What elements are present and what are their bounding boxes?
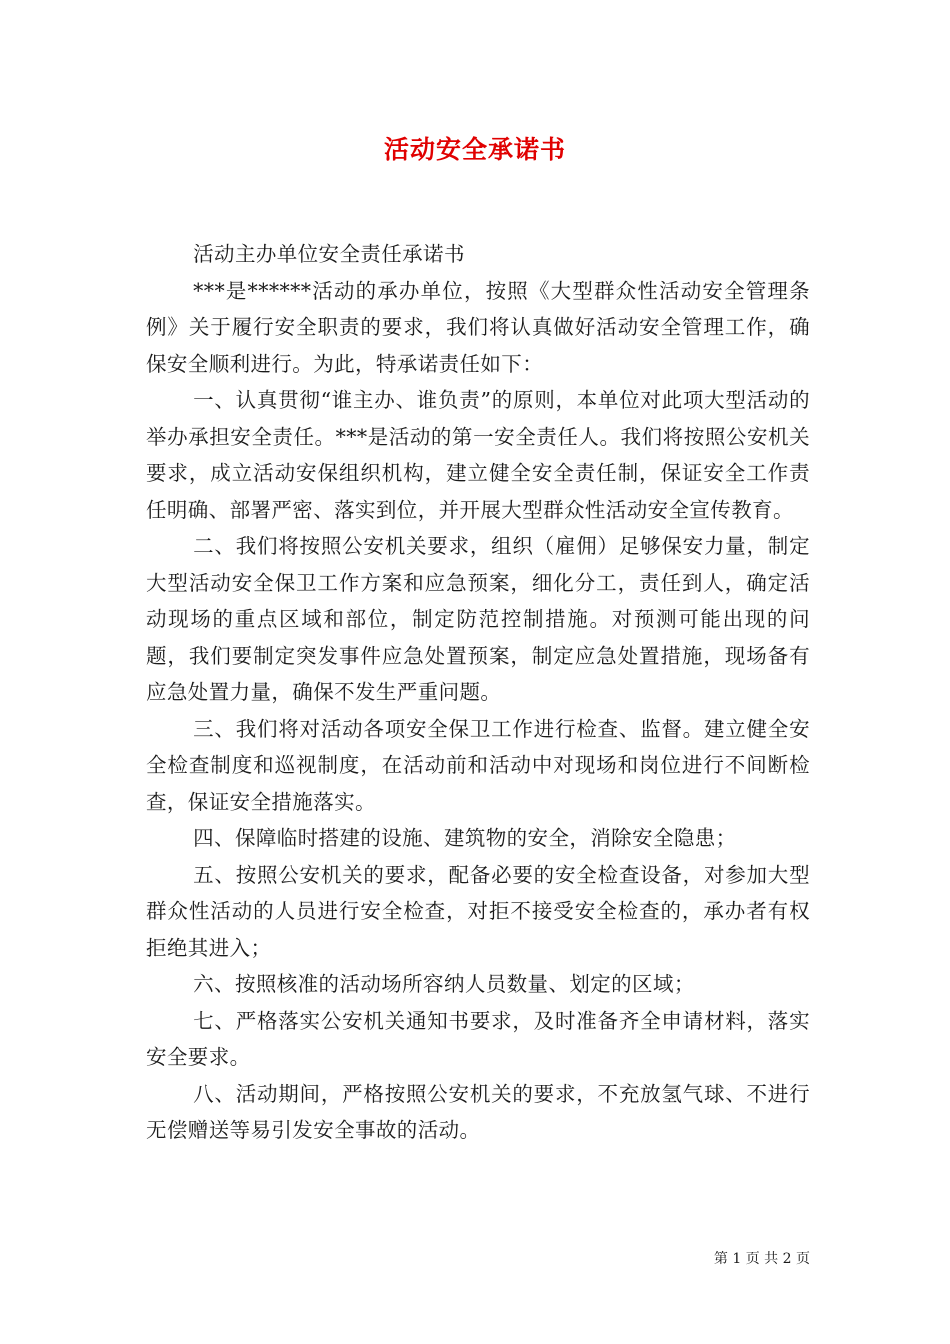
paragraph-heading: 活动主办单位安全责任承诺书 — [193, 242, 465, 266]
page-number-footer: 第 1 页 共 2 页 — [713, 1251, 810, 1267]
document-title: 活动安全承诺书 — [383, 135, 566, 164]
paragraph-item-8: 八、活动期间，严格按照公安机关的要求，不充放氢气球、不进行无偿赠送等易引发安全事故的活动。 — [146, 1081, 810, 1142]
paragraph-item-3: 三、我们将对活动各项安全保卫工作进行检查、监督。建立健全安全检查制度和巡视制度，在活动前和活动中对现场和岗位进行不间断检查，保证安全措施落实。 — [146, 716, 810, 814]
paragraph-item-5: 五、按照公安机关的要求，配备必要的安全检查设备，对参加大型群众性活动的人员进行安全检查，对拒不接受安全检查的，承办者有权拒绝其进入； — [146, 862, 810, 960]
paragraph-item-1: 一、认真贯彻“谁主办、谁负责”的原则，本单位对此项大型活动的举办承担安全责任。***是活动的第一安全责任人。我们将按照公安机关要求，成立活动安保组织机构，建立健全安全责任制，保证安全工作责任明确、部署严密、落实到位，并开展大型群众性活动安全宣传教育。 — [146, 388, 810, 522]
paragraph-item-4: 四、保障临时搭建的设施、建筑物的安全，消除安全隐患； — [193, 826, 737, 850]
document-body — [146, 236, 810, 1149]
paragraph-intro: ***是******活动的承办单位，按照《大型群众性活动安全管理条例》关于履行安全职责的要求，我们将认真做好活动安全管理工作，确保安全顺利进行。为此，特承诺责任如下： — [146, 278, 810, 376]
paragraph-item-2: 二、我们将按照公安机关要求，组织（雇佣）足够保安力量，制定大型活动安全保卫工作方案和应急预案，细化分工，责任到人，确定活动现场的重点区域和部位，制定防范控制措施。对预测可能出现的问题，我们要制定突发事件应急处置预案，制定应急处置措施，现场备有应急处置力量，确保不发生严重问题。 — [146, 534, 810, 704]
paragraph-item-7: 七、严格落实公安机关通知书要求，及时准备齐全申请材料，落实安全要求。 — [146, 1008, 810, 1069]
paragraph-item-6: 六、按照核准的活动场所容纳人员数量、划定的区域； — [193, 972, 695, 996]
